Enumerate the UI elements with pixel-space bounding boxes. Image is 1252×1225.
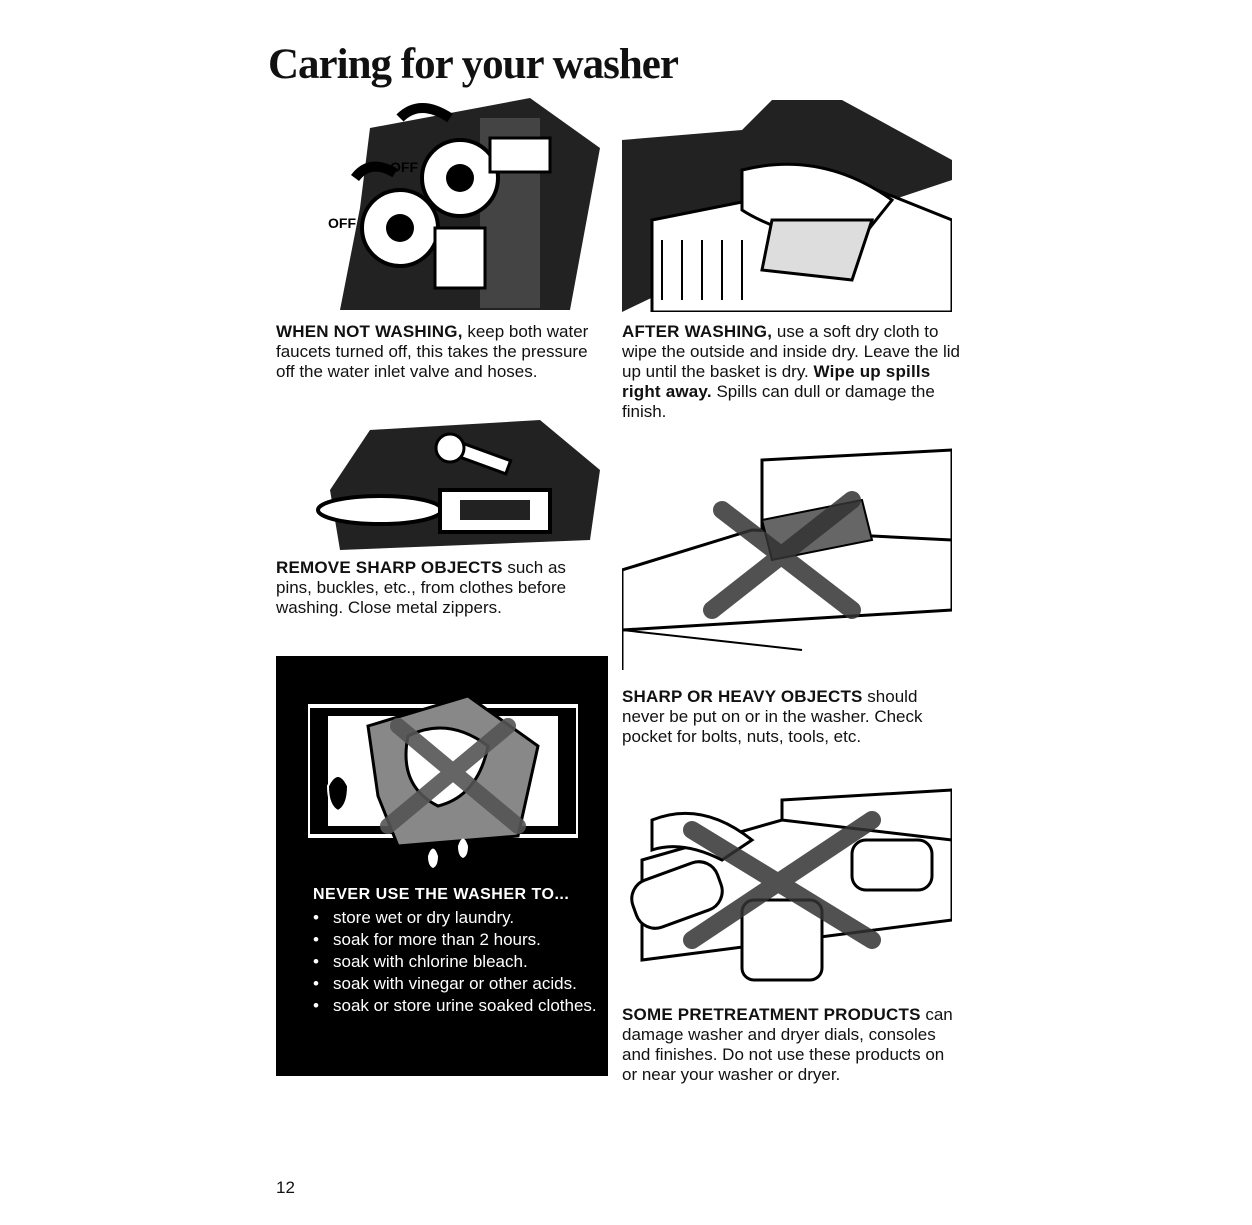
heavy-objects-caption [622,687,962,747]
never-use-heading: NEVER USE THE WASHER TO... [313,886,570,903]
list-item: • soak with vinegar or other acids. [313,974,603,994]
list-item: • soak for more than 2 hours. [313,930,603,950]
caption-lead: AFTER WASHING, [622,322,773,341]
list-item: • soak with chlorine bleach. [313,952,603,972]
caption-emphasis: Wipe up spills right away. [622,362,931,401]
caption-text: can damage washer and dryer dials, consoles and finishes. Do not use these products on or near your washer or dryer. [622,1005,953,1084]
page-title: Caring for your washer [268,41,678,88]
faucet-illustration [300,88,600,310]
page-number: 12 [276,1178,295,1197]
off-label: OFF [328,215,356,231]
caption-lead: SHARP OR HEAVY OBJECTS [622,687,863,706]
heavy-objects-illustration [622,440,952,670]
list-item: • store wet or dry laundry. [313,908,603,928]
caption-text: should never be put on or in the washer. Check pocket for bolts, nuts, tools, etc. [622,687,923,746]
caption-lead: REMOVE SHARP OBJECTS [276,558,503,577]
faucet-caption [276,322,601,382]
caption-text: use a soft dry cloth to wipe the outside and inside dry. Leave the lid up until the basket is dry. [622,322,961,381]
never-use-box [276,656,608,1076]
caption-lead: SOME PRETREATMENT PRODUCTS [622,1005,921,1024]
after-washing-caption [622,322,962,422]
caption-lead: WHEN NOT WASHING, [276,322,463,341]
never-use-list [313,908,603,1018]
off-label: OFF [390,159,418,175]
pretreatment-caption [622,1005,962,1085]
sharp-objects-caption [276,558,606,618]
sharp-objects-illustration [310,410,600,550]
pretreatment-illustration [622,780,952,990]
list-item: • soak or store urine soaked clothes. [313,996,603,1016]
caption-text: Spills can dull or damage the finish. [622,382,935,421]
wet-laundry-illustration [308,686,578,886]
wiping-illustration [622,100,952,312]
caption-text: such as pins, buckles, etc., from clothes before washing. Close metal zippers. [276,558,567,617]
caption-text: keep both water faucets turned off, this takes the pressure off the water inlet valve and hoses. [276,322,589,381]
